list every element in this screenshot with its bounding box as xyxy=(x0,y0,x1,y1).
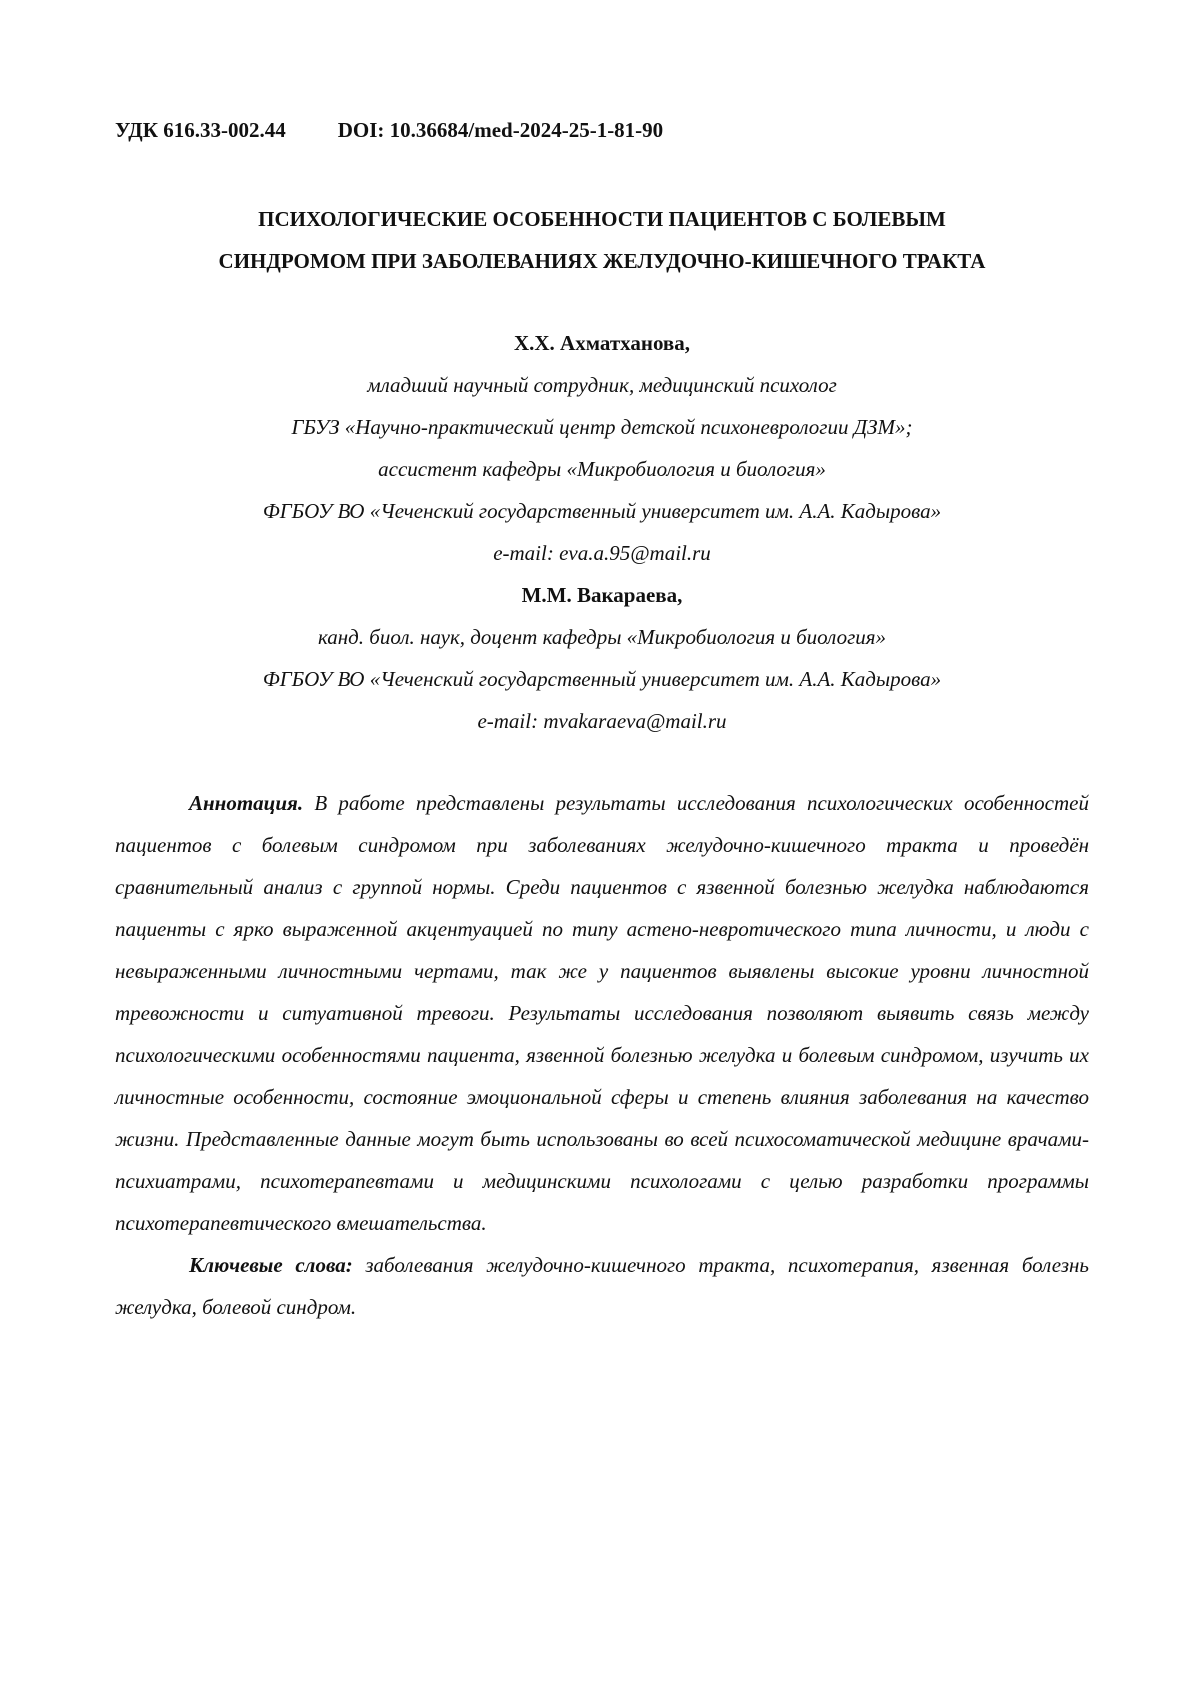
author-1-affiliation-1: ГБУЗ «Научно-практический центр детской психоневрологии ДЗМ»; xyxy=(115,406,1089,448)
paper-title xyxy=(115,198,1089,282)
author-2-email: e-mail: mvakaraeva@mail.ru xyxy=(115,700,1089,742)
abstract-label: Аннотация. xyxy=(189,791,303,815)
author-2-affiliation: ФГБОУ ВО «Чеченский государственный университет им. А.А. Кадырова» xyxy=(115,658,1089,700)
title-line-1: ПСИХОЛОГИЧЕСКИЕ ОСОБЕННОСТИ ПАЦИЕНТОВ С БОЛЕВЫМ xyxy=(115,198,1089,240)
abstract-paragraph xyxy=(115,782,1089,1244)
author-1-email: e-mail: eva.a.95@mail.ru xyxy=(115,532,1089,574)
udc-code: УДК 616.33-002.44 xyxy=(115,118,286,142)
authors-block xyxy=(115,322,1089,742)
keywords-text: заболевания желудочно-кишечного тракта, психотерапия, язвенная болезнь желудка, болевой синдром. xyxy=(115,1253,1089,1319)
document-page xyxy=(0,0,1200,1697)
doi-code: DOI: 10.36684/med-2024-25-1-81-90 xyxy=(338,118,663,142)
author-1-position-2: ассистент кафедры «Микробиология и биология» xyxy=(115,448,1089,490)
author-1-position: младший научный сотрудник, медицинский психолог xyxy=(115,364,1089,406)
author-1-affiliation-2: ФГБОУ ВО «Чеченский государственный университет им. А.А. Кадырова» xyxy=(115,490,1089,532)
keywords-label: Ключевые слова: xyxy=(189,1253,353,1277)
abstract-section xyxy=(115,782,1089,1328)
abstract-text: В работе представлены результаты исследования психологических особенностей пациентов с болевым синдромом при заболеваниях желудочно-кишечного тракта и проведён сравнительный анализ с группой нормы. Среди пациентов с язвенной болезнью желудка наблюдаются пациенты с ярко выраженной акцентуацией по типу астено-невротического типа личности, и люди с невыраженными личностными чертами, так же у пациентов выявлены высокие уровни личностной тревожности и ситуативной тревоги. Результаты исследования позволяют выявить связь между психологическими особенностями пациента, язвенной болезнью желудка и болевым синдромом, изучить их личностные особенности, состояние эмоциональной сферы и степень влияния заболевания на качество жизни. Представленные данные могут быть использованы во всей психосоматической медицине врачами-психиатрами, психотерапевтами и медицинскими психологами с целью разработки программы психотерапевтического вмешательства. xyxy=(115,791,1089,1235)
author-2-name: М.М. Вакараева, xyxy=(115,574,1089,616)
title-line-2: СИНДРОМОМ ПРИ ЗАБОЛЕВАНИЯХ ЖЕЛУДОЧНО-КИШЕЧНОГО ТРАКТА xyxy=(115,240,1089,282)
author-2-position: канд. биол. наук, доцент кафедры «Микробиология и биология» xyxy=(115,616,1089,658)
author-1-name: Х.Х. Ахматханова, xyxy=(115,322,1089,364)
keywords-paragraph xyxy=(115,1244,1089,1328)
header-line xyxy=(115,118,663,143)
